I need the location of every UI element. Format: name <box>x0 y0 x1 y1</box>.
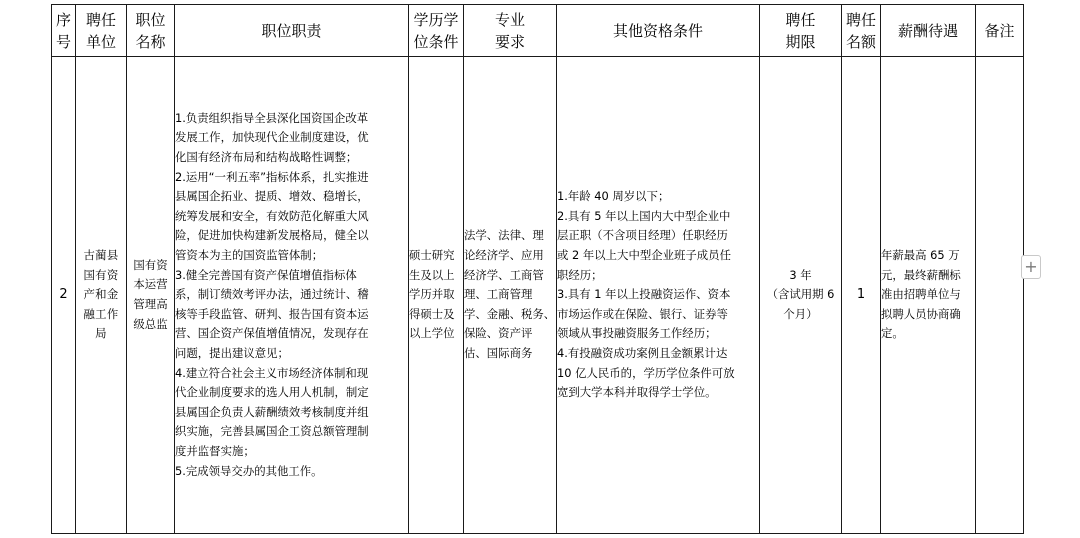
recruitment-table <box>51 4 1024 534</box>
cell-remarks <box>976 57 1024 534</box>
header-salary: 薪酬待遇 <box>881 5 976 57</box>
header-seq: 序 号 <box>52 5 76 57</box>
cell-duties: 1.负责组织指导全县深化国资国企改革 发展工作，加快现代企业制度建设，优 化国有经济布局和结构战略性调整； 2.运用“一利五率”指标体系，扎实推进 县属国企拓业、提质、增效、稳增长， 统筹发展和安全，有效防范化解重大风 险，促进加快构建新发展格局，健全以 管资本为主的国资监管体制； 3.健全完善国有资产保值增值指标体 系，制订绩效考评办法，通过统计、稽 核等手段监管、研判、报告国有资本运 营、国企资产保值增值情况，发现存在 问题，提出建议意见； 4.建立符合社会主义市场经济体制和现 代企业制度要求的选人用人机制，制定 县属国企负责人薪酬绩效考核制度并组 织实施，完善县属国企工资总额管理制 度并监督实施； 5.完成领导交办的其他工作。 <box>175 57 409 534</box>
header-major: 专业 要求 <box>464 5 557 57</box>
cell-seq: 2 <box>52 57 76 534</box>
header-duties: 职位职责 <box>175 5 409 57</box>
cell-quota: 1 <box>842 57 881 534</box>
cell-term: 3 年 （含试用期 6 个月） <box>760 57 842 534</box>
header-education: 学历学 位条件 <box>409 5 464 57</box>
cell-unit: 古蔺县 国有资 产和金 融工作 局 <box>76 57 127 534</box>
cell-education: 硕士研究 生及以上 学历并取 得硕士及 以上学位 <box>409 57 464 534</box>
header-other: 其他资格条件 <box>557 5 760 57</box>
table-row <box>52 57 1024 534</box>
header-position: 职位 名称 <box>127 5 175 57</box>
header-term: 聘任 期限 <box>760 5 842 57</box>
header-remarks: 备注 <box>976 5 1024 57</box>
expand-button[interactable] <box>1021 255 1041 279</box>
header-quota: 聘任 名额 <box>842 5 881 57</box>
cell-major: 法学、法律、理 论经济学、应用 经济学、工商管 理、工商管理 学、金融、税务、 保险、资产评 估、国际商务 <box>464 57 557 534</box>
cell-position: 国有资 本运营 管理高 级总监 <box>127 57 175 534</box>
cell-salary: 年薪最高 65 万 元，最终薪酬标 准由招聘单位与 拟聘人员协商确 定。 <box>881 57 976 534</box>
cell-other: 1.年龄 40 周岁以下； 2.具有 5 年以上国内大中型企业中 层正职（不含项目经理）任职经历 或 2 年以上大中型企业班子成员任 职经历； 3.具有 1 年以上投融资运作、资本 市场运作或在保险、银行、证券等 领域从事投融资服务工作经历； 4.有投融资成功案例且金额累计达 10 亿人民币的，学历学位条件可放 宽到大学本科并取得学士学位。 <box>557 57 760 534</box>
plus-icon: + <box>1024 257 1038 276</box>
header-unit: 聘任 单位 <box>76 5 127 57</box>
table-header-row <box>52 5 1024 57</box>
